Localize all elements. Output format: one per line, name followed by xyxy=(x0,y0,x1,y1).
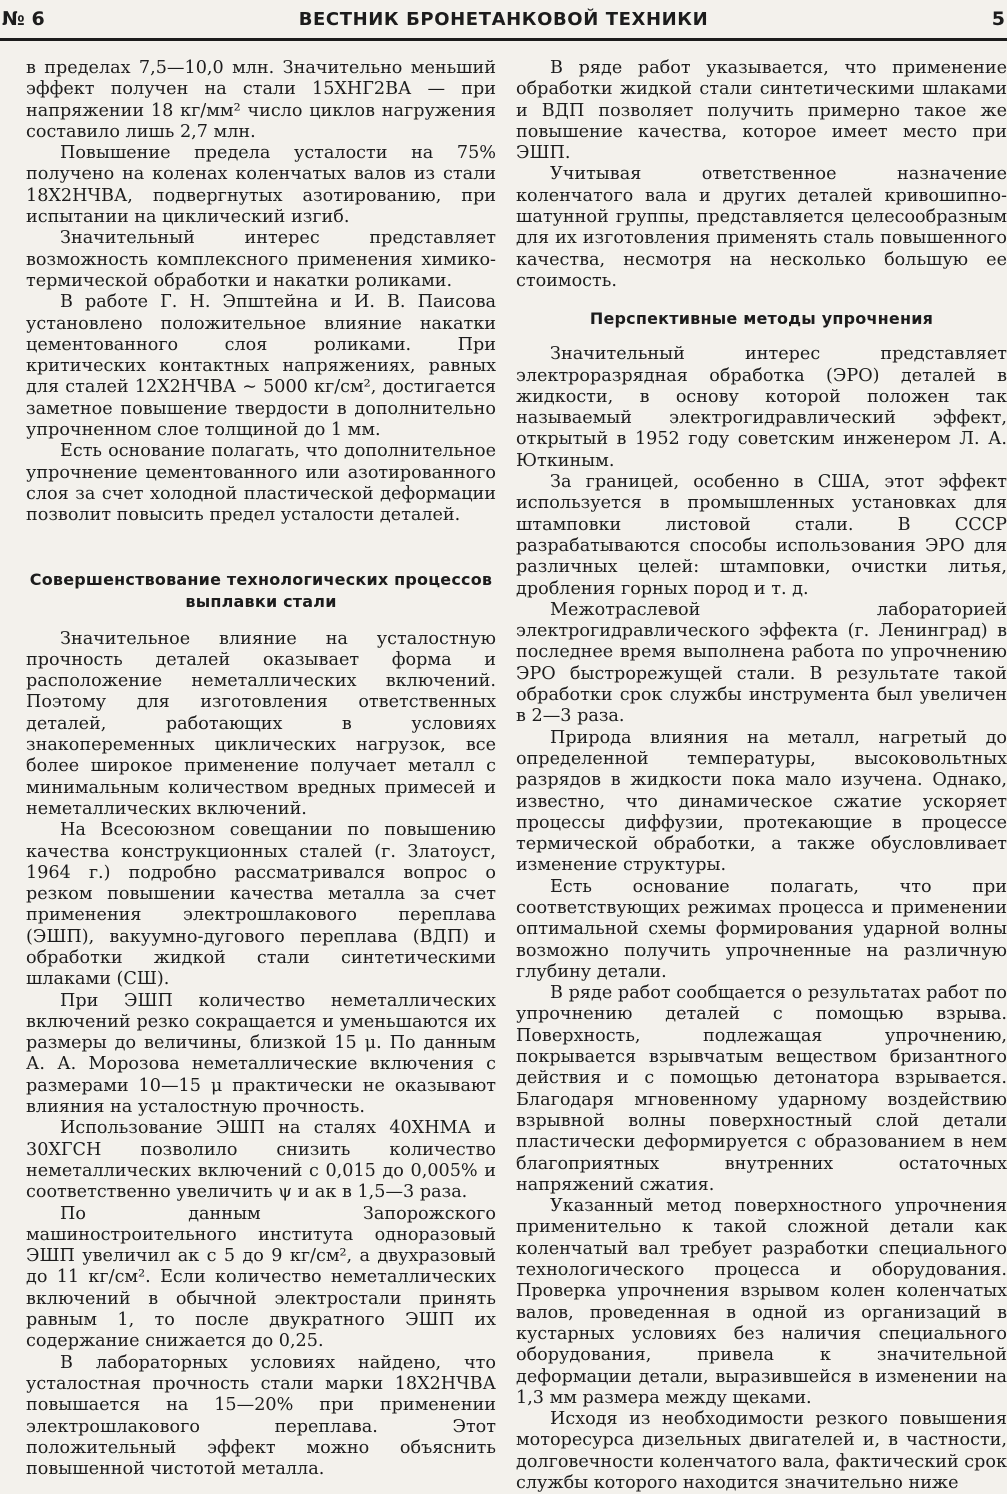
paragraph: Повышение предела усталости на 75% получено на коленах коленчатых валов из стали 18Х2НЧВА, подвергнутых азотированию, при испытании на циклический изгиб. xyxy=(26,143,496,228)
paragraph: Значительный интерес представляет электроразрядная обработка (ЭРО) деталей в жидкости, в основу которой положен так называемый электрогидравлический эффект, открытый в 1952 году советским инженером Л. А. Юткиным. xyxy=(516,344,1007,471)
journal-title: ВЕСТНИК БРОНЕТАНКОВОЙ ТЕХНИКИ xyxy=(298,9,709,30)
issue-number: № 6 xyxy=(2,8,45,30)
paragraph: Природа влияния на металл, нагретый до определенной температуры, высоковольтных разрядов в жидкости пока мало изучена. Однако, известно, что динамическое сжатие ускоряет процессы диффузии, протекающие в процессе термической обработки, а также обусловливает изменение структуры. xyxy=(516,727,1007,876)
paragraph: При ЭШП количество неметаллических включений резко сокращается и уменьшаются их размеры до величины, близкой 15 μ. По данным А. А. Морозова неметаллические включения с размерами 10—15 μ практически не оказывают влияния на усталостную прочность. xyxy=(26,990,496,1118)
paragraph: в пределах 7,5—10,0 млн. Значительно меньший эффект получен на стали 15ХНГ2ВА — при напряжении 18 кг/мм² число циклов нагружения составило лишь 2,7 млн. xyxy=(26,58,496,142)
page-header xyxy=(0,0,1007,40)
paragraph: За границей, особенно в США, этот эффект используется в промышленных установках для штамповки листовой стали. В СССР разрабатываются способы использования ЭРО для различных целей: штамповки, очистки литья, дробления горных пород и т. д. xyxy=(516,472,1007,599)
section-heading: Перспективные методы упрочнения xyxy=(589,309,934,329)
paragraph: В работе Г. Н. Эпштейна и И. В. Паисова установлено положительное влияние накатки цементованного слоя роликами. При критических контактных напряжениях, равных для сталей 12Х2НЧВА ∼ 5000 кг/см², достигается заметное повышение твердости в дополнительно упрочненном слое толщиной до 1 мм. xyxy=(26,292,496,441)
paragraph: Межотраслевой лабораторией электрогидравлического эффекта (г. Ленинград) в последнее время выполнена работа по упрочнению ЭРО быстрорежущей стали. В результате такой обработки срок службы инструмента был увеличен в 2—3 раза. xyxy=(516,599,1007,727)
paragraph: Указанный метод поверхностного упрочнения применительно к такой сложной детали как коленчатый вал требует разработки специального технологического процесса и оборудования. Проверка упрочнения взрывом колен коленчатых валов, проведенная в одной из организаций в кустарных условиях без наличия специального оборудования, привела к значительной деформации детали, выразившейся в изменении на 1,3 мм размера между щеками. xyxy=(516,1196,1007,1408)
paragraph: По данным Запорожского машиностроительного института одноразовый ЭШП увеличил aк с 5 до 9 кг/см², а двухразовый до 11 кг/см². Если количество неметаллических включений в обычной электростали принять равным 1, то после двукратного ЭШП их содержание снижается до 0,25. xyxy=(26,1203,496,1352)
paragraph: Использование ЭШП на сталях 40ХНМА и 30ХГСН позволило снизить количество неметаллических включений с 0,015 до 0,005% и соответственно увеличить ψ и aк в 1,5—3 раза. xyxy=(26,1118,496,1203)
paragraph: Исходя из необходимости резкого повышения моторесурса дизельных двигателей и, в частности, долговечности коленчатого вала, фактический срок службы которого находится значительно ниже xyxy=(516,1409,1007,1493)
paragraph: Есть основание полагать, что при соответствующих режимах процесса и применении оптимальной схемы формирования ударной волны возможно получить упрочненные на различную глубину детали. xyxy=(516,876,1007,982)
paragraph: Есть основание полагать, что дополнительное упрочнение цементованного или азотированного слоя за счет холодной пластической деформации позволит повысить предел усталости деталей. xyxy=(26,441,496,526)
paragraph: На Всесоюзном совещании по повышению качества конструкционных сталей (г. Златоуст, 1964 г.) подробно рассматривался вопрос о резком повышении качества металла за счет применения электрошлакового переплава (ЭШП), вакуумно-дугового переплава (ВДП) и обработки жидкой стали синтетическими шлаками (СШ). xyxy=(26,820,496,990)
header-rule xyxy=(0,38,1007,41)
paragraph: Значительный интерес представляет возможность комплексного применения химико-термической обработки и накатки роликами. xyxy=(26,228,496,291)
paragraph: Учитывая ответственное назначение коленчатого вала и других деталей кривошипно-шатунной группы, представляется целесообразным для их изготовления применять сталь повышенного качества, несмотря на несколько большую ее стоимость. xyxy=(516,164,1007,291)
paragraph: В ряде работ сообщается о результатах работ по упрочнению деталей с помощью взрыва. Поверхность, подлежащая упрочнению, покрывается взрывчатым веществом бризантного действия и с помощью детонатора взрывается. Благодаря мгновенному ударному воздействию взрывной волны поверхностный слой детали пластически деформируется с образованием в нем благоприятных внутренних остаточных напряжений сжатия. xyxy=(516,983,1007,1195)
paragraph: В лабораторных условиях найдено, что усталостная прочность стали марки 18Х2НЧВА повышается на 15—20% при применении электрошлакового переплава. Этот положительный эффект можно объяснить повышенной чистотой металла. xyxy=(26,1352,496,1480)
right-column xyxy=(516,58,1007,1493)
page-number: 5 xyxy=(991,8,1005,30)
left-column xyxy=(26,58,496,1480)
section-heading: Совершенствование технологических процессов выплавки стали xyxy=(29,569,493,611)
paragraph: В ряде работ указывается, что применение обработки жидкой стали синтетическими шлаками и ВДП позволяет получить примерно такое же повышение качества, которое имеет место при ЭШП. xyxy=(516,58,1007,164)
paragraph: Значительное влияние на усталостную прочность деталей оказывает форма и расположение неметаллических включений. Поэтому для изготовления ответственных деталей, работающих в условиях знакопеременных циклических нагрузок, все более широкое применение получает металл с минимальным количеством вредных примесей и неметаллических включений. xyxy=(26,628,496,819)
